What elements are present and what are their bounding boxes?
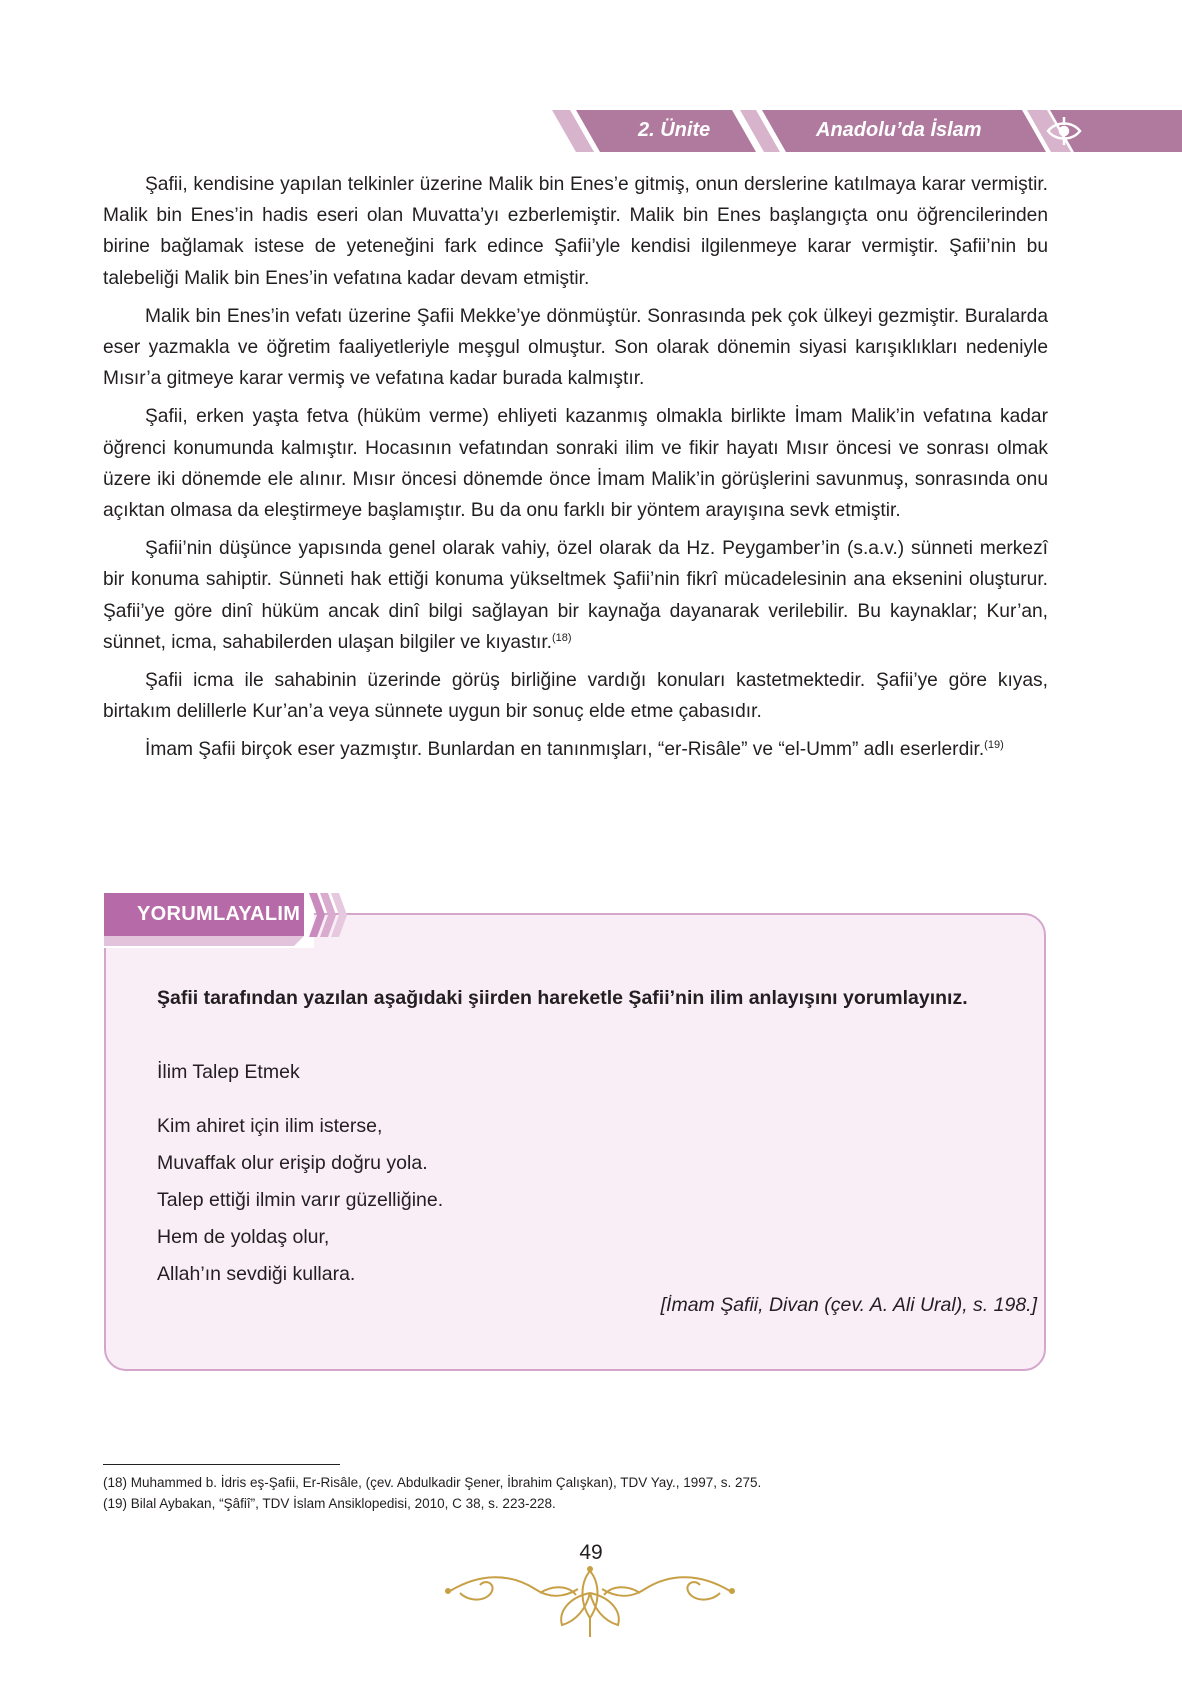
activity-question: Şafii tarafından yazılan aşağıdaki şiirden hareketle Şafii’nin ilim anlayışını yorumlayınız. — [157, 987, 968, 1009]
footnote-ref-19[interactable]: (19) — [984, 739, 1004, 752]
body-text — [103, 169, 1048, 773]
poem-title: İlim Talep Etmek — [157, 1061, 300, 1083]
paragraph-6 — [103, 734, 1048, 765]
poem-source: [İmam Şafii, Divan (çev. A. Ali Ural), s. 198.] — [660, 1294, 1037, 1316]
poem-line: Kim ahiret için ilim isterse, — [157, 1115, 383, 1137]
paragraph-4-text: Şafii’nin düşünce yapısında genel olarak vahiy, özel olarak da Hz. Peygamber’in (s.a.v.) sünneti merkezî bir konuma sahiptir. Sünneti hak ettiği konuma yükseltmek Şafii’nin fikrî mücadelesinin ana eksenini oluşturur. Şafii’ye göre dinî hüküm ancak dinî bilgi sağlayan bir kaynağa dayanarak verilebilir. Bu kaynaklar; Kur’an, sünnet, icma, sahabilerden ulaşan bilgiler ve kıyastır. — [103, 538, 1048, 653]
paragraph-4 — [103, 533, 1048, 658]
footnote-divider — [103, 1464, 340, 1465]
paragraph-5: Şafii icma ile sahabinin üzerinde görüş birliğine vardığı konuları kastetmektedir. Şafii’ye göre kıyas, birtakım delillerle Kur’an’a veya sünnete uygun bir sonuç elde etme çabasıdır. — [103, 670, 1048, 723]
poem-line: Muvaffak olur erişip doğru yola. — [157, 1152, 428, 1174]
poem — [157, 1108, 443, 1293]
footnotes — [103, 1472, 761, 1514]
poem-line: Talep ettiği ilmin varır güzelliğine. — [157, 1189, 444, 1211]
paragraph-1: Şafii, kendisine yapılan telkinler üzerine Malik bin Enes’e gitmiş, onun derslerine katılmaya karar vermiştir. Malik bin Enes’in hadis eseri olan Muvatta’yı ezberlemiştir. Malik bin Enes başlangıçta onu öğrencilerinden birine bağlamak istese de yeteneğini fark edince Şafii’yle kendisi ilgilenmeye karar vermiştir. Şafii’nin bu talebeliği Malik bin Enes’in vefatına kadar devam etmiştir. — [103, 174, 1048, 289]
unit-title: Anadolu’da İslam — [816, 119, 982, 141]
page-number: 49 — [579, 1541, 603, 1564]
paragraph-6-text: İmam Şafii birçok eser yazmıştır. Bunlardan en tanınmışları, “er-Risâle” ve “el-Umm” adlı eserlerdir. — [145, 739, 985, 761]
poem-line: Allah’ın sevdiği kullara. — [157, 1263, 356, 1285]
paragraph-3: Şafii, erken yaşta fetva (hüküm verme) ehliyeti kazanmış olmakla birlikte İmam Malik’in vefatına kadar öğrenci konumunda kalmıştır. Hocasının vefatından sonraki ilim ve fikir hayatı Mısır öncesi ve sonrası olmak üzere iki dönemde ele alınır. Mısır öncesi dönemde önce İmam Malik’in görüşlerini savunmuş, sonrasında onu açıktan olmasa da eleştirmeye başlamıştır. Bu da onu farklı bir yöntem arayışına sevk etmiştir. — [103, 406, 1048, 522]
floral-ornament-icon — [440, 1563, 740, 1643]
yorumlayalim-label: YORUMLAYALIM — [137, 903, 301, 925]
unit-header — [552, 110, 1182, 152]
paragraph-2: Malik bin Enes’in vefatı üzerine Şafii Mekke’ye dönmüştür. Sonrasında pek çok ülkeyi gezmiştir. Buralarda eser yazmakla ve öğretim faaliyetleriyle meşgul olmuştur. Son olarak dönemin siyasi karışıklıkları nedeniyle Mısır’a gitmeye karar vermiş ve vefatına kadar burada kalmıştır. — [103, 305, 1048, 390]
footnote-ref-18[interactable]: (18) — [552, 631, 572, 644]
footnote-19: (19) Bilal Aybakan, “Şâfiî”, TDV İslam Ansiklopedisi, 2010, C 38, s. 223-228. — [103, 1496, 556, 1511]
poem-line: Hem de yoldaş olur, — [157, 1226, 330, 1248]
footnote-18: (18) Muhammed b. İdris eş-Şafii, Er-Risâle, (çev. Abdulkadir Şener, İbrahim Çalışkan), TDV Yay., 1997, s. 275. — [103, 1475, 762, 1490]
unit-number: 2. Ünite — [638, 119, 711, 141]
